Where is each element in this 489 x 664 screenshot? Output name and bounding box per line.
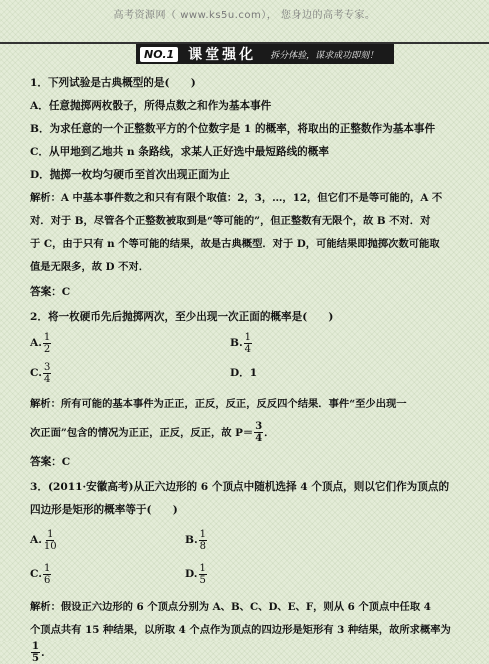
q3-stem-line: 四边形是矩形的概率等于( ) xyxy=(30,504,178,516)
q3-explanation-line: $\frac{1}{5}$ . xyxy=(32,641,45,664)
section-badge: NO.1 xyxy=(140,47,178,62)
q3-stem-line: 3．(2011·安徽高考)从正六边形的 6 个顶点中随机选择 4 个顶点，则以它们作为顶点的 xyxy=(30,481,450,493)
q2-stem: 2．将一枚硬币先后抛掷两次，至少出现一次正面的概率是( ) xyxy=(30,311,334,323)
q2-option-b: B. $\frac{1}{4}$ xyxy=(230,331,252,355)
exercise-content xyxy=(30,76,476,664)
q1-explanation-line: 值是无限多，故 D 不对． xyxy=(30,261,150,273)
q1-explanation-line: 于 C，由于只有 n 个等可能的结果，故是古典概型．对于 D，可能结果即抛掷次数可能取 xyxy=(30,238,440,250)
q3-option-c: C. $\frac{1}{6}$ xyxy=(30,562,51,586)
q1-stem: 1．下列试验是古典概型的是( ) xyxy=(30,77,196,89)
q2-option-d: D． 1 xyxy=(230,367,258,379)
q1-option-b: B．为求任意的一个正整数平方的个位数字是 1 的概率，将取出的正整数作为基本事件 xyxy=(30,123,436,135)
q2-option-c: C. $\frac{3}{4}$ xyxy=(30,361,51,385)
q1-option-d: D．抛掷一枚均匀硬币至首次出现正面为止 xyxy=(30,169,230,181)
q1-explanation-line: 对．对于 B，尽管各个正整数被取到是“等可能的”，但正整数有无限个，故 B 不对．对 xyxy=(30,215,431,227)
q1-option-a: A．任意抛掷两枚骰子，所得点数之和作为基本事件 xyxy=(30,100,272,112)
q3-option-d: D. $\frac{1}{5}$ xyxy=(185,562,206,586)
section-subtitle: 拆分体验，谋求成功即刻！ xyxy=(270,50,379,61)
section-title-bar xyxy=(136,44,394,64)
q1-explanation-line: 解析：A 中基本事件数之和只有有限个取值：2，3，…，12，但它们不是等可能的，A 不 xyxy=(30,192,443,204)
q1-answer: 答案：C xyxy=(30,286,71,298)
section-title: 课堂强化 xyxy=(188,47,257,63)
q3-option-b: B. $\frac{1}{8}$ xyxy=(185,528,207,552)
q2-explanation-line: 解析：所有可能的基本事件为正正，正反，反正，反反四个结果．事件“至少出现一 xyxy=(30,398,407,410)
q3-explanation-line: 解析：假设正六边形的 6 个顶点分别为 A、B、C、D、E、F，则从 6 个顶点中任取 4 xyxy=(30,601,431,613)
q3-option-a: A. $\frac{1}{10}$ xyxy=(30,528,57,552)
q3-explanation-line: 个顶点共有 15 种结果，以所取 4 个点作为顶点的四边形是矩形有 3 种结果，故所求概率为 xyxy=(30,624,451,636)
q2-explanation-line: 次正面”包含的情况为正正，正反，反正，故 P＝ $\frac{3}{4}$ ． xyxy=(30,421,275,444)
q1-option-c: C．从甲地到乙地共 n 条路线，求某人正好选中最短路线的概率 xyxy=(30,146,329,158)
q2-answer: 答案：C xyxy=(30,456,71,468)
q2-option-a: A. $\frac{1}{2}$ xyxy=(30,331,51,355)
site-banner: 高考资源网（ www.ks5u.com）， 您身边的高考专家。 xyxy=(113,10,376,21)
